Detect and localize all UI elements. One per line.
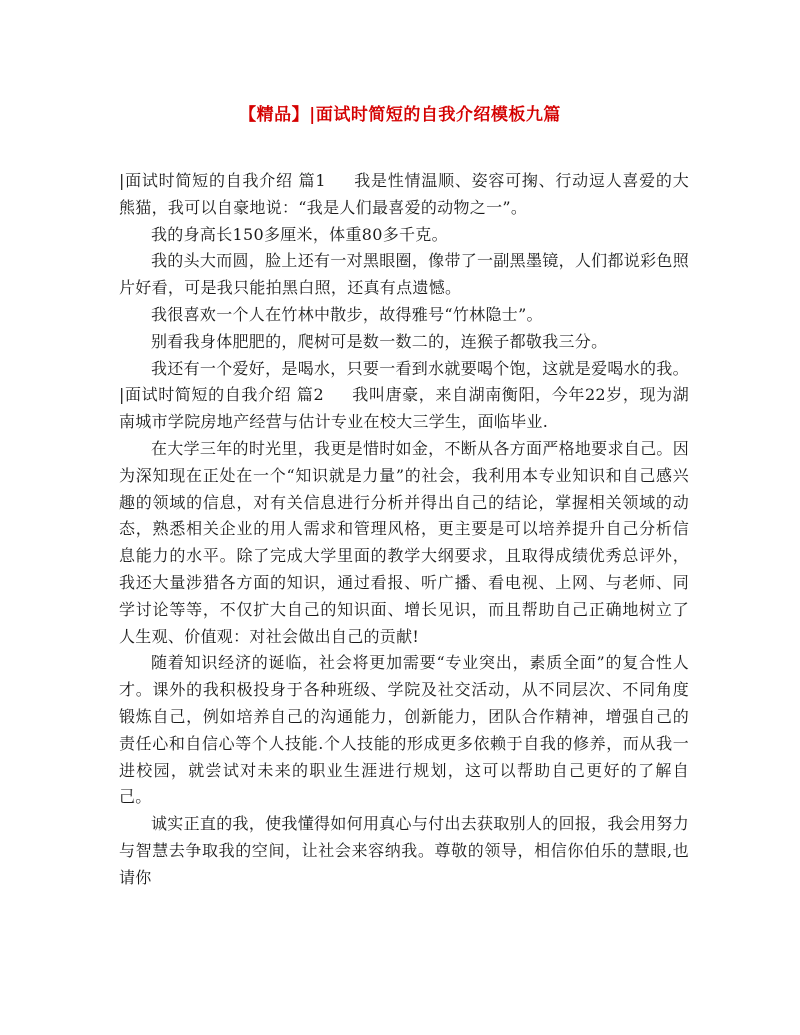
- section-2-first-paragraph: [119, 382, 689, 436]
- section-2-lead: 我叫唐豪，来自湖南衡阳，今年22岁，现为湖南城市学院房地产经营与估计专业在校大三学生，面临毕业.: [119, 385, 689, 432]
- paragraph: 诚实正直的我，使我懂得如何用真心与付出去获取别人的回报，我会用努力与智慧去争取我的空间，让社会来容纳我。尊敬的领导，相信你伯乐的慧眼,也请你: [119, 814, 689, 887]
- section-1-heading: |面试时简短的自我介绍 篇1: [119, 171, 326, 190]
- document-title: 【精品】|面试时简短的自我介绍模板九篇: [239, 105, 561, 125]
- section-2-heading: |面试时简短的自我介绍 篇2: [119, 385, 324, 405]
- paragraph: 我的身高长150多厘米，体重80多千克。: [151, 224, 448, 244]
- paragraph: 我还有一个爱好，是喝水，只要一看到水就要喝个饱，这就是爱喝水的我。: [151, 358, 689, 378]
- document-body: [119, 168, 689, 892]
- paragraph: 在大学三年的时光里，我更是惜时如金，不断从各方面严格地要求自己。因为深知现在正处在一个“知识就是力量”的社会，我利用本专业知识和自己感兴趣的领域的信息，对有关信息进行分析并得出自己的结论，掌握相关领域的动态，熟悉相关企业的用人需求和管理风格，更主要是可以培养提升自己分析信息能力的水平。除了完成大学里面的教学大纲要求，且取得成绩优秀总评外，我还大量涉猎各方面的知识，通过看报、听广播、看电视、上网、与老师、同学讨论等等，不仅扩大自己的知识面、增长见识，而且帮助自己正确地树立了人生观、价值观：对社会做出自己的贡献!: [119, 438, 689, 646]
- paragraph: 别看我身体肥肥的，爬树可是数一数二的，连猴子都敬我三分。: [151, 331, 608, 351]
- section-1-lead: 我是性情温顺、姿容可掬、行动逗人喜爱的大熊猫，我可以自豪地说：“我是人们最喜爱的动物之一”。: [119, 171, 689, 217]
- paragraph: 我的头大而圆，脸上还有一对黑眼圈，像带了一副黑墨镜，人们都说彩色照片好看，可是我只能拍黑白照，还真有点遗憾。: [119, 251, 689, 298]
- paragraph: 随着知识经济的诞临，社会将更加需要“专业突出，素质全面”的复合性人才。课外的我积极投身于各种班级、学院及社交活动，从不同层次、不同角度锻炼自己，例如培养自己的沟通能力，创新能力，团队合作精神，增强自己的责任心和自信心等个人技能.个人技能的形成更多依赖于自我的修养，而从我一进校园，就尝试对未来的职业生涯进行规划，这可以帮助自己更好的了解自己。: [119, 653, 689, 807]
- section-1-first-paragraph: [119, 168, 689, 222]
- paragraph: 我很喜欢一个人在竹林中散步，故得雅号“竹林隐士”。: [151, 304, 543, 324]
